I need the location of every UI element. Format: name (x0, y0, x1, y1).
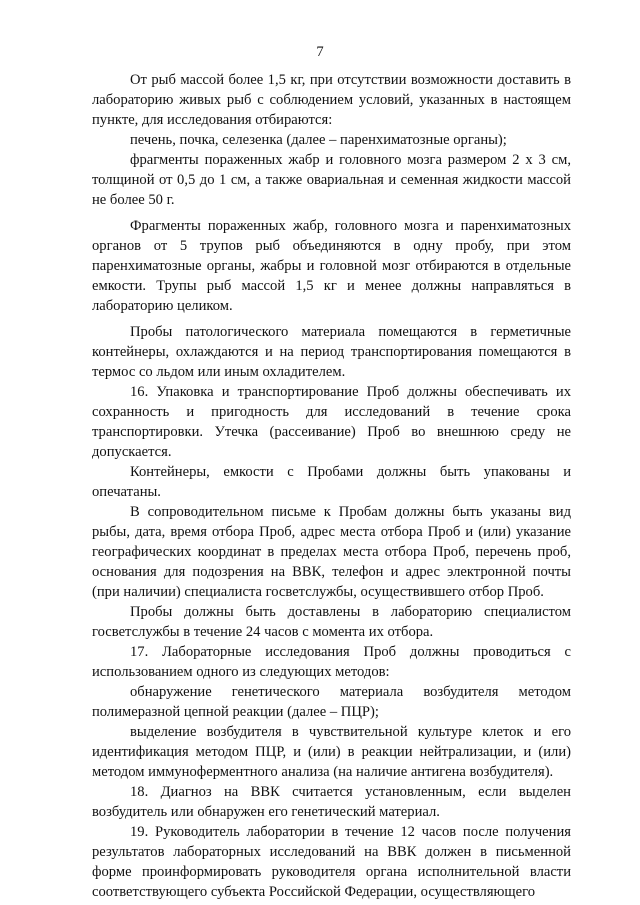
paragraph: В сопроводительном письме к Пробам должны быть указаны вид рыбы, дата, время отбора Проб, адрес места отбора Проб и (или) указание географических координат в пределах места отбора Проб, перечень проб, основания для подозрения на ВВК, телефон и адрес электронной почты (при наличии) специалиста госветслужбы, осуществившего отбор Проб. (92, 504, 571, 600)
paragraph: Фрагменты пораженных жабр, головного мозга и паренхиматозных органов от 5 трупов рыб объединяются в одну пробу, при этом паренхиматозные органы, жабры и головной мозг отбираются в отдельные емкости. Трупы рыб массой 1,5 кг и менее должны направляться в лабораторию целиком. (92, 218, 571, 314)
paragraph: Пробы должны быть доставлены в лабораторию специалистом госветслужбы в течение 24 часов с момента их отбора. (92, 604, 571, 640)
paragraph: 19. Руководитель лаборатории в течение 12 часов после получения результатов лабораторных исследований на ВВК должен в письменной форме проинформировать руководителя органа исполнительной власти соответствующего субъекта Российской Федерации, осуществляющего (92, 824, 571, 900)
document-body (92, 70, 571, 902)
paragraph: 17. Лабораторные исследования Проб должны проводиться с использованием одного из следующих методов: (92, 644, 571, 680)
paragraph: Контейнеры, емкости с Пробами должны быть упакованы и опечатаны. (92, 464, 571, 500)
paragraph: Пробы патологического материала помещаются в герметичные контейнеры, охлаждаются и на период транспортирования помещаются в термос со льдом или иным охладителем. (92, 324, 571, 380)
paragraph: 18. Диагноз на ВВК считается установленным, если выделен возбудитель или обнаружен его генетический материал. (92, 784, 571, 820)
paragraph: выделение возбудителя в чувствительной культуре клеток и его идентификация методом ПЦР, и (или) в реакции нейтрализации, и (или) методом иммуноферментного анализа (на наличие антигена возбудителя). (92, 724, 571, 780)
paragraph: фрагменты пораженных жабр и головного мозга размером 2 х 3 см, толщиной от 0,5 до 1 см, а также овариальная и семенная жидкости массой не более 50 г. (92, 152, 571, 208)
paragraph: печень, почка, селезенка (далее – паренхиматозные органы); (130, 132, 507, 148)
page-number: 7 (316, 44, 324, 60)
paragraph: 16. Упаковка и транспортирование Проб должны обеспечивать их сохранность и пригодность для исследований в течение срока транспортировки. Утечка (рассеивание) Проб во внешнюю среду не допускается. (92, 384, 571, 460)
paragraph: обнаружение генетического материала возбудителя методом полимеразной цепной реакции (далее – ПЦР); (92, 684, 571, 720)
paragraph: От рыб массой более 1,5 кг, при отсутствии возможности доставить в лабораторию живых рыб с соблюдением условий, указанных в настоящем пункте, для исследования отбираются: (92, 72, 571, 128)
